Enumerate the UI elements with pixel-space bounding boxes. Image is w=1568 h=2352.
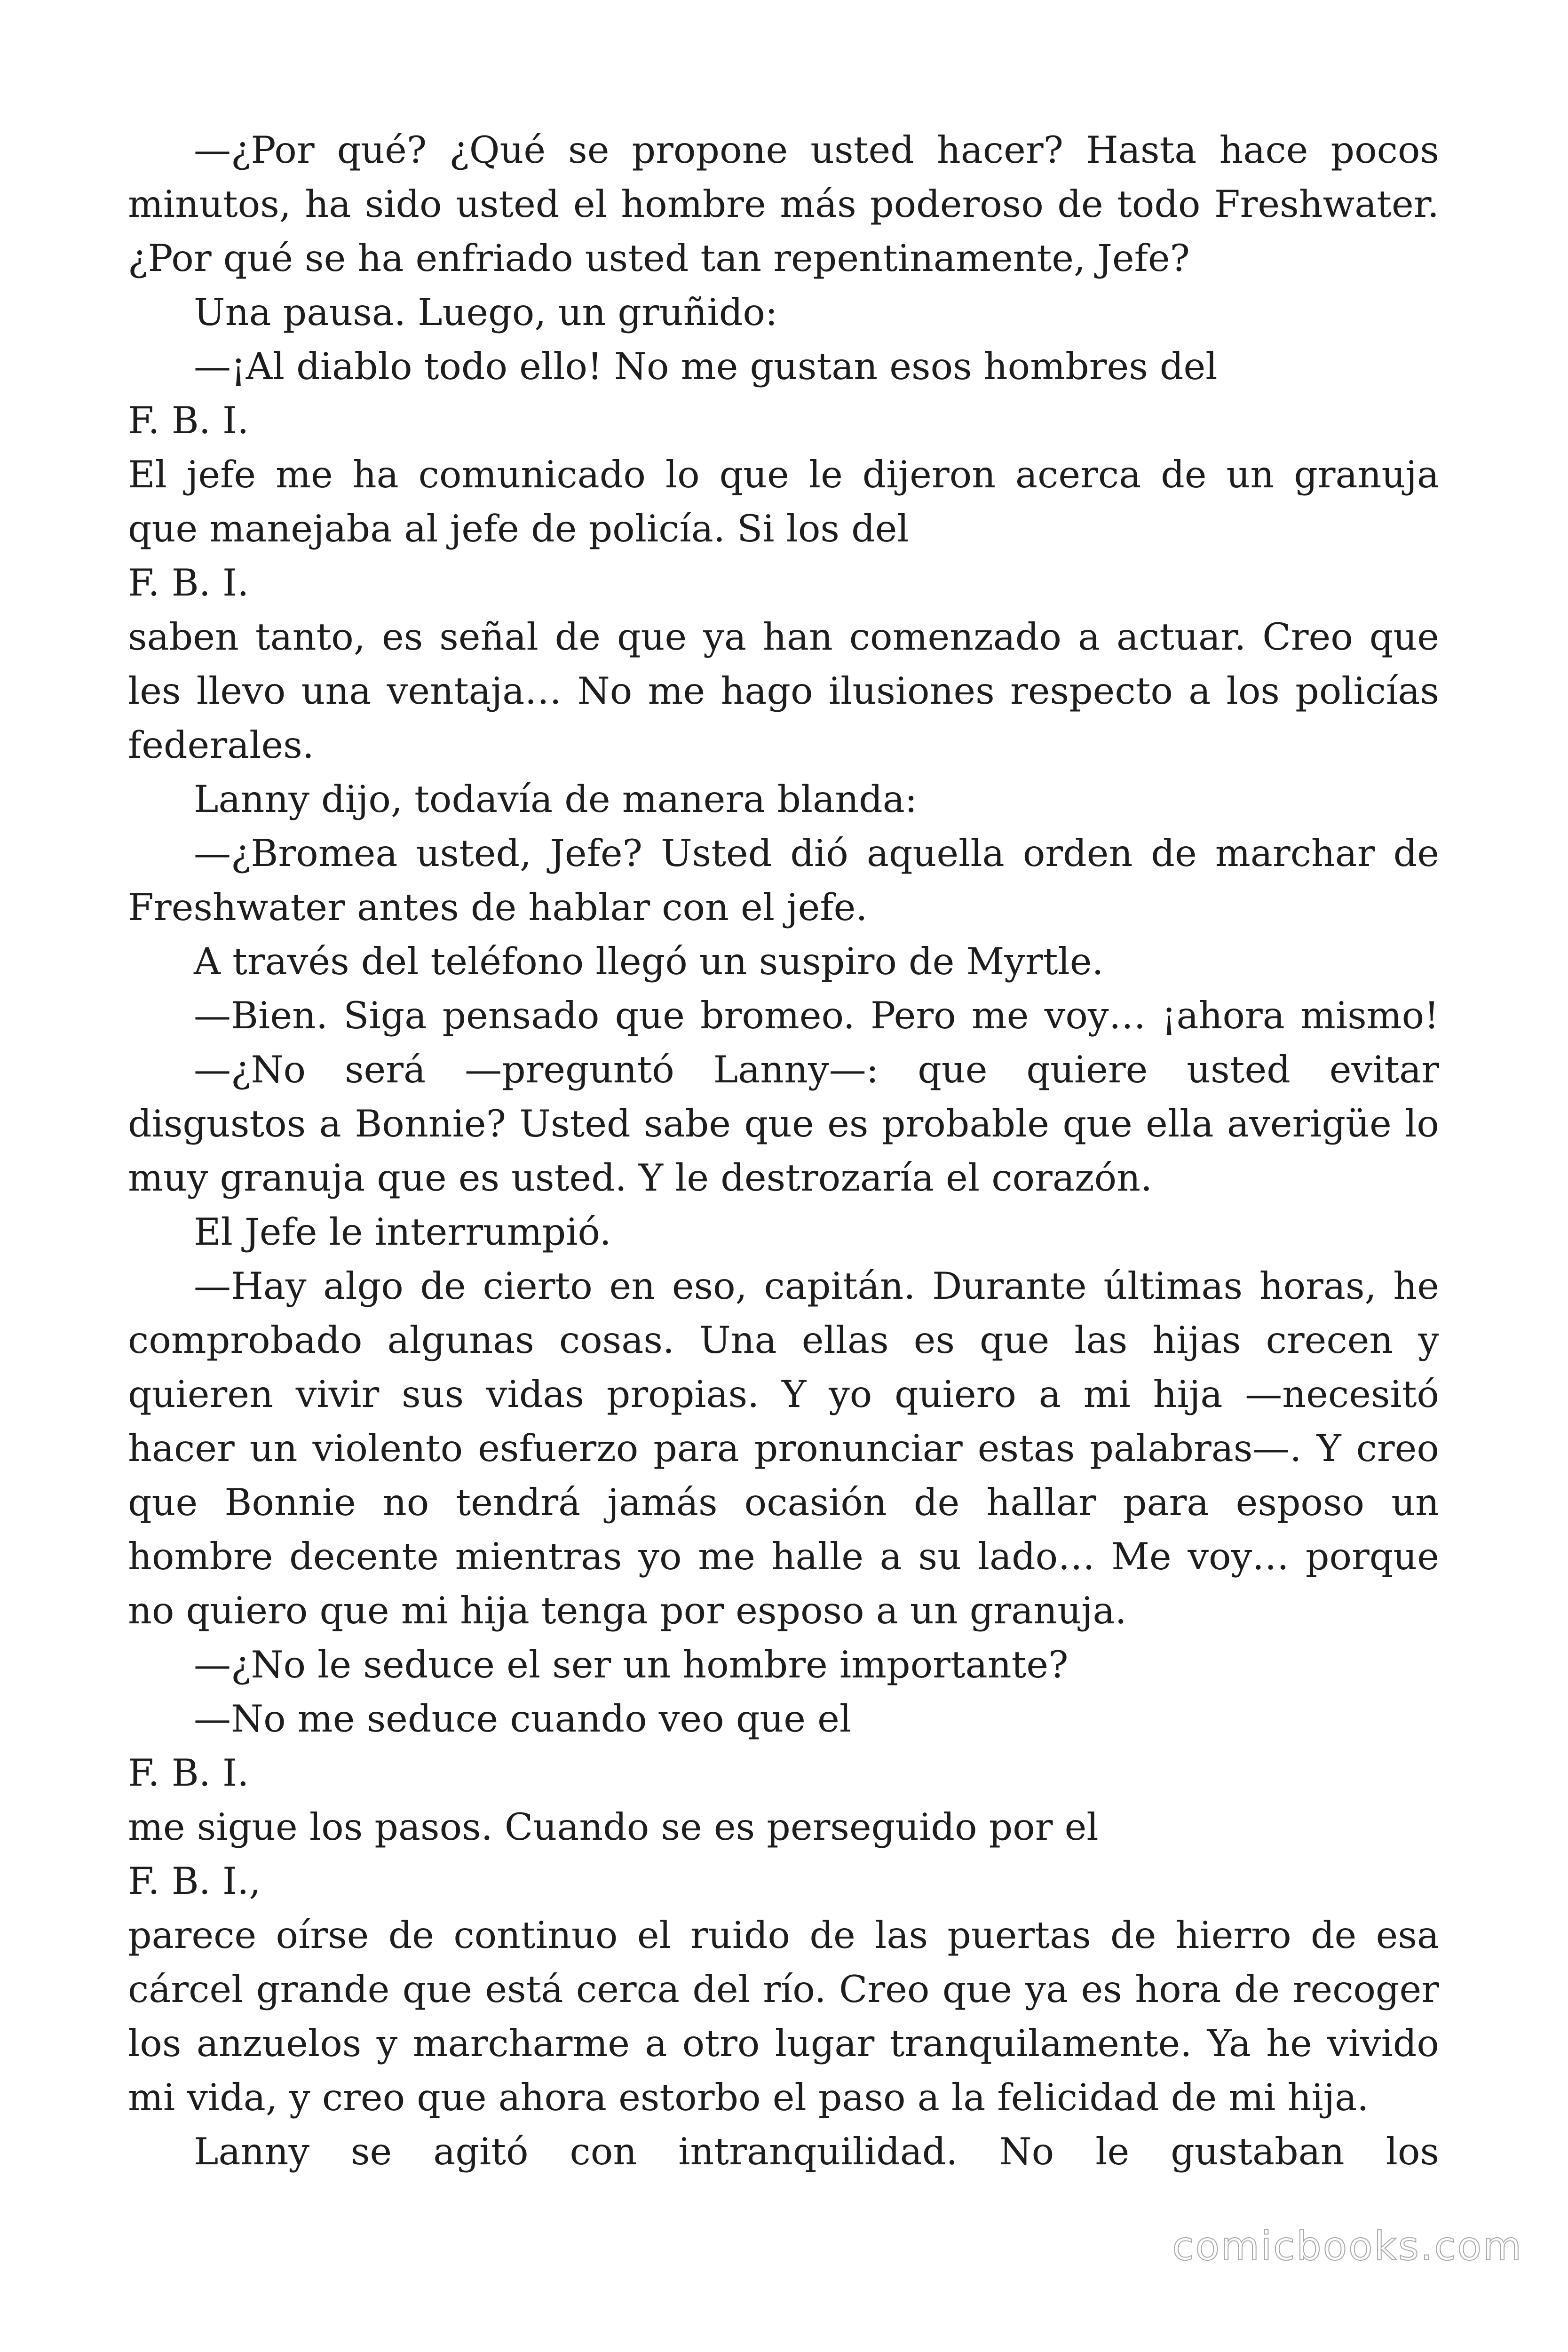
text-line: Una pausa. Luego, un gruñido: xyxy=(194,291,778,334)
text-line: Lanny dijo, todavía de manera blanda: xyxy=(194,778,918,821)
text-line: Freshwater antes de hablar con el jefe. xyxy=(128,886,868,929)
text-line: mi vida, y creo que ahora estorbo el paso a la felicidad de mi hija. xyxy=(128,2076,1369,2119)
text-line: que manejaba al jefe de policía. Si los del xyxy=(128,507,909,550)
text-line: federales. xyxy=(128,723,314,767)
text-line: —¿No le seduce el ser un hombre importante? xyxy=(194,1643,1069,1686)
text-line: no quiero que mi hija tenga por esposo a un granuja. xyxy=(128,1589,1127,1632)
text-line: —¿Por qué? ¿Qué se propone usted hacer? Hasta hace pocos xyxy=(194,128,1439,172)
text-line: F. B. I., xyxy=(128,1859,261,1903)
text-line: —¿No será —preguntó Lanny—: que quiere usted evitar xyxy=(194,1048,1439,1091)
text-line: comprobado algunas cosas. Una ellas es que las hijas crecen y xyxy=(128,1319,1439,1362)
text-line: minutos, ha sido usted el hombre más poderoso de todo Freshwater. xyxy=(128,183,1439,226)
text-line: muy granuja que es usted. Y le destrozaría el corazón. xyxy=(128,1156,1153,1200)
watermark: comicbooks.com xyxy=(1172,2223,1523,2269)
text-line: F. B. I. xyxy=(128,399,249,442)
text-line: F. B. I. xyxy=(128,561,249,604)
text-line: Lanny se agitó con intranquilidad. No le gustaban los xyxy=(194,2130,1439,2173)
text-line: les llevo una ventaja… No me hago ilusiones respecto a los policías xyxy=(128,669,1439,713)
text-line: A través del teléfono llegó un suspiro de Myrtle. xyxy=(194,940,1104,983)
text-line: disgustos a Bonnie? Usted sabe que es probable que ella averigüe lo xyxy=(128,1102,1439,1145)
text-line: —Hay algo de cierto en eso, capitán. Durante últimas horas, he xyxy=(194,1264,1439,1308)
document-body xyxy=(128,123,1439,2179)
text-line: F. B. I. xyxy=(128,1751,249,1795)
text-line: que Bonnie no tendrá jamás ocasión de hallar para esposo un xyxy=(128,1481,1439,1524)
text-line: parece oírse de continuo el ruido de las puertas de hierro de esa xyxy=(128,1914,1439,1957)
text-line: me sigue los pasos. Cuando se es perseguido por el xyxy=(128,1805,1099,1849)
text-line: El Jefe le interrumpió. xyxy=(194,1210,611,1254)
text-line: —Bien. Siga pensado que bromeo. Pero me voy… ¡ahora mismo! xyxy=(194,994,1439,1037)
text-line: quieren vivir sus vidas propias. Y yo quiero a mi hija —necesitó xyxy=(128,1373,1439,1416)
text-line: hombre decente mientras yo me halle a su lado… Me voy… porque xyxy=(128,1535,1439,1578)
text-line: cárcel grande que está cerca del río. Creo que ya es hora de recoger xyxy=(128,1968,1439,2011)
text-line: —No me seduce cuando veo que el xyxy=(194,1697,852,1740)
text-line: saben tanto, es señal de que ya han comenzado a actuar. Creo que xyxy=(128,615,1439,659)
text-line: ¿Por qué se ha enfriado usted tan repentinamente, Jefe? xyxy=(128,237,1190,280)
text-line: —¡Al diablo todo ello! No me gustan esos hombres del xyxy=(194,345,1218,388)
text-line: —¿Bromea usted, Jefe? Usted dió aquella orden de marchar de xyxy=(194,832,1439,875)
text-line: los anzuelos y marcharme a otro lugar tranquilamente. Ya he vivido xyxy=(128,2022,1439,2065)
text-line: hacer un violento esfuerzo para pronunciar estas palabras—. Y creo xyxy=(128,1427,1439,1470)
text-line: El jefe me ha comunicado lo que le dijeron acerca de un granuja xyxy=(128,453,1439,496)
